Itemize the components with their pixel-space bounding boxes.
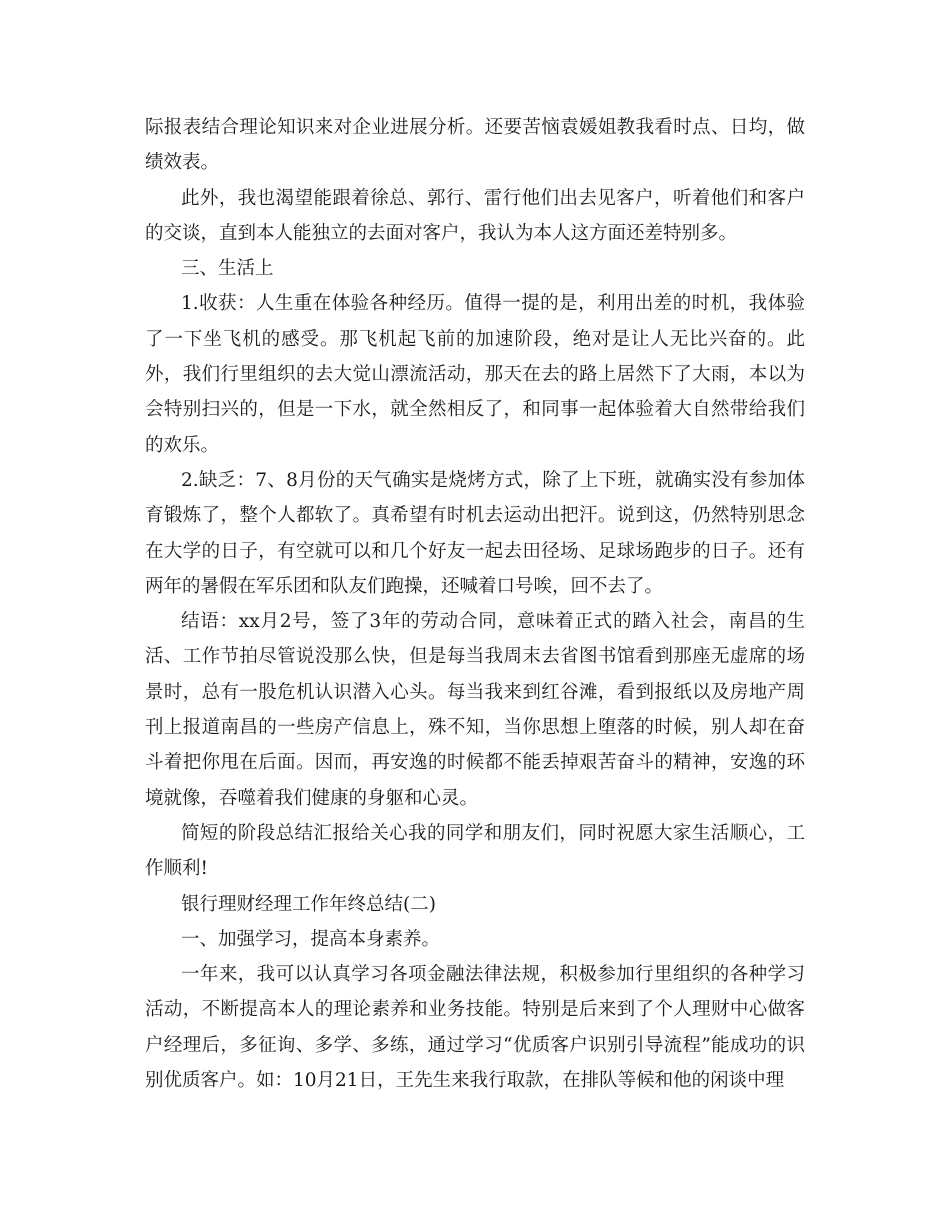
paragraph: 1.收获：人生重在体验各种经历。值得一提的是，利用出差的时机，我体验了一下坐飞机的感受。那飞机起飞前的加速阶段，绝对是让人无比兴奋的。此外，我们行里组织的去大觉山漂流活动，那天在去的路上居然下了大雨，本以为会特别扫兴的，但是一下水，就全然相反了，和同事一起体验着大自然带给我们的欢乐。	[145, 293, 805, 456]
section-heading: 三、生活上	[181, 258, 274, 280]
paragraph: 一年来，我可以认真学习各项金融法律法规，积极参加行里组织的各种学习活动，不断提高本人的理论素养和业务技能。特别是后来到了个人理财中心做客户经理后，多征询、多学、多练，通过学习“优质客户识别引导流程”能成功的识别优质客户。如：10月21日，王先生来我行取款，在排队等候和他的闲谈中理	[145, 964, 805, 1092]
paragraph: 此外，我也渴望能跟着徐总、郭行、雷行他们出去见客户，听着他们和客户的交谈，直到本人能独立的去面对客户，我认为本人这方面还差特别多。	[145, 187, 805, 244]
paragraph: 际报表结合理论知识来对企业进展分析。还要苦恼袁媛姐教我看时点、日均，做绩效表。	[145, 117, 805, 174]
document-title: 银行理财经理工作年终总结(二)	[181, 893, 436, 915]
document-body	[145, 110, 805, 1098]
paragraph: 结语：xx月2号，签了3年的劳动合同，意味着正式的踏入社会，南昌的生活、工作节拍尽管说没那么快，但是每当我周末去省图书馆看到那座无虚席的场景时，总有一股危机认识潜入心头。每当我来到红谷滩，看到报纸以及房地产周刊上报道南昌的一些房产信息上，殊不知，当你思想上堕落的时候，别人却在奋斗着把你甩在后面。因而，再安逸的时候都不能丢掉艰苦奋斗的精神，安逸的环境就像，吞噬着我们健康的身躯和心灵。	[145, 611, 805, 809]
paragraph: 简短的阶段总结汇报给关心我的同学和朋友们，同时祝愿大家生活顺心，工作顺利!	[145, 822, 805, 880]
section-heading: 一、加强学习，提高本身素养。	[181, 928, 441, 950]
paragraph: 2.缺乏：7、8月份的天气确实是烧烤方式，除了上下班，就确实没有参加体育锻炼了，整个人都软了。真希望有时机去运动出把汗。说到这，仍然特别思念在大学的日子，有空就可以和几个好友一起去田径场、足球场跑步的日子。还有两年的暑假在军乐团和队友们跑操，还喊着口号唉，回不去了。	[145, 469, 805, 597]
